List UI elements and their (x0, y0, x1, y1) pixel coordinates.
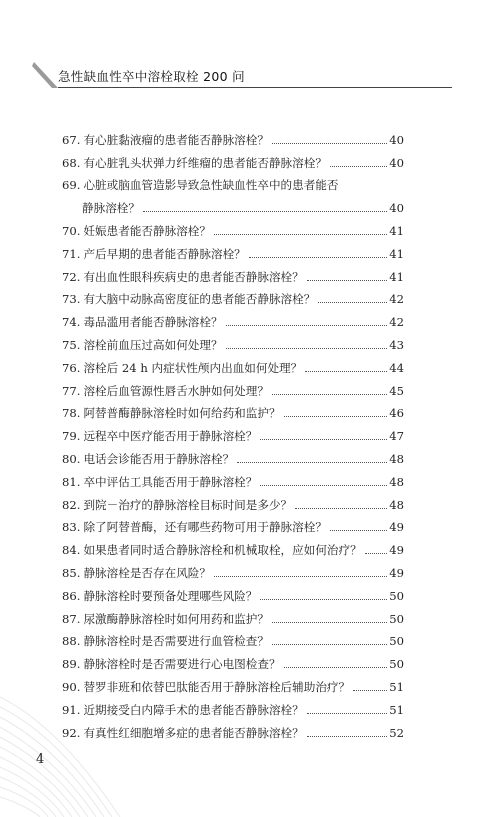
toc-entry-title: 有大脑中动脉高密度征的患者能否静脉溶栓？ (83, 292, 316, 307)
leader-dots (284, 416, 388, 417)
toc-entry-number: 77. (62, 383, 81, 398)
toc-entry-title: 到院－治疗的静脉溶栓目标时间是多少？ (83, 497, 293, 512)
toc-entry (62, 306, 404, 329)
toc-entry-number: 70. (62, 223, 81, 238)
toc-entry-number: 83. (62, 520, 81, 535)
toc-entry-number: 69. (62, 178, 81, 193)
toc-entry (62, 580, 404, 603)
toc-entry-page: 40 (389, 155, 404, 170)
toc-entry-title: 阿替普酶静脉溶栓时如何给药和监护？ (83, 406, 281, 421)
leader-dots (226, 348, 388, 349)
leader-dots (260, 599, 387, 600)
toc-entry-title: 有出血性眼科疾病史的患者能否静脉溶栓？ (83, 269, 304, 284)
toc-entry-page: 48 (389, 474, 404, 489)
toc-entry (62, 603, 404, 626)
toc-entry-page: 45 (389, 383, 404, 398)
toc-entry-title: 静脉溶栓时是否需要进行血管检查？ (83, 634, 269, 649)
toc-entry-page: 48 (389, 497, 404, 512)
toc-entry-number: 91. (62, 702, 81, 717)
toc-entry-number: 84. (62, 543, 81, 558)
toc-entry-number: 86. (62, 588, 81, 603)
toc-entry-page: 44 (389, 360, 404, 375)
toc-entry-page: 42 (389, 315, 404, 330)
toc-entry-page: 51 (389, 679, 404, 694)
toc-entry-page: 50 (389, 634, 404, 649)
toc-entry-page: 50 (389, 657, 404, 672)
toc-entry-page: 40 (389, 132, 404, 147)
toc-entry-number: 67. (62, 132, 81, 147)
leader-dots (143, 211, 387, 212)
toc-entry (62, 489, 404, 512)
toc-entry-title: 有真性红细胞增多症的患者能否静脉溶栓？ (83, 725, 304, 740)
toc-entry (62, 238, 404, 261)
toc-entry-page: 49 (389, 543, 404, 558)
toc-entry (62, 398, 404, 421)
toc-entry-number: 68. (62, 155, 81, 170)
toc-entry (62, 443, 404, 466)
toc-entry-page: 50 (389, 588, 404, 603)
toc-entry (62, 147, 404, 170)
toc-entry-number: 71. (62, 246, 81, 261)
toc-entry-title: 尿激酶静脉溶栓时如何用药和监护？ (83, 611, 269, 626)
toc-entry-title: 有心脏乳头状弹力纤维瘤的患者能否静脉溶栓？ (83, 155, 327, 170)
toc-entry-page: 42 (389, 292, 404, 307)
toc-entry-title: 溶栓后 24 h 内症状性颅内出血如何处理？ (83, 360, 303, 375)
toc-entry-number: 89. (62, 657, 81, 672)
toc-entry-title: 毒品滥用者能否静脉溶栓？ (83, 315, 223, 330)
toc-entry-title: 近期接受白内障手术的患者能否静脉溶栓？ (83, 702, 304, 717)
leader-dots (260, 485, 387, 486)
toc-entry-page: 46 (389, 406, 404, 421)
toc-entry (62, 352, 404, 375)
toc-entry (62, 215, 404, 238)
toc-entry (62, 261, 404, 284)
toc-entry-number: 73. (62, 292, 81, 307)
toc-entry (62, 192, 404, 215)
toc-entry-title: 心脏或脑血管造影导致急性缺血性卒中的患者能否 (83, 178, 339, 193)
toc-entry-title: 溶栓前血压过高如何处理？ (83, 337, 223, 352)
leader-dots (318, 302, 387, 303)
toc-entry-number: 79. (62, 429, 81, 444)
toc-entry (62, 420, 404, 443)
toc-entry-number: 90. (62, 679, 81, 694)
leader-dots (249, 257, 387, 258)
toc-entry-title: 妊娠患者能否静脉溶栓？ (83, 223, 211, 238)
toc-entry-number: 85. (62, 565, 81, 580)
toc-entry-title: 远程卒中医疗能否用于静脉溶栓？ (83, 429, 258, 444)
header-rule (58, 87, 452, 88)
toc-entry (62, 124, 404, 147)
running-header (32, 60, 452, 90)
leader-dots (237, 462, 387, 463)
leader-dots (305, 371, 387, 372)
corner-decoration (0, 637, 160, 817)
leader-dots (226, 325, 388, 326)
toc-entry-number: 72. (62, 269, 81, 284)
toc-entry (62, 375, 404, 398)
toc-entry-number: 88. (62, 634, 81, 649)
leader-dots (307, 713, 387, 714)
toc-entry-number: 75. (62, 337, 81, 352)
toc-entry-title: 静脉溶栓是否存在风险？ (83, 565, 211, 580)
toc-entry-title: 除了阿替普酶，还有哪些药物可用于静脉溶栓？ (83, 520, 327, 535)
toc-entry-number: 74. (62, 315, 81, 330)
leader-dots (214, 234, 387, 235)
toc-entry (62, 170, 404, 193)
page-number: 4 (36, 752, 45, 767)
toc-entry-title: 替罗非班和依替巴肽能否用于静脉溶栓后辅助治疗？ (83, 679, 351, 694)
toc-entry-page: 43 (389, 337, 404, 352)
toc-entry (62, 329, 404, 352)
toc-entry-page: 41 (389, 269, 404, 284)
leader-dots (272, 394, 387, 395)
toc-entry-page: 41 (389, 223, 404, 238)
toc-entry (62, 466, 404, 489)
toc-entry-title: 电话会诊能否用于静脉溶栓？ (83, 451, 235, 466)
toc-entry-number: 81. (62, 474, 81, 489)
leader-dots (272, 622, 387, 623)
toc-entry (62, 557, 404, 580)
toc-entry-number: 82. (62, 497, 81, 512)
toc-entry-number: 76. (62, 360, 81, 375)
toc-entry-number: 80. (62, 451, 81, 466)
toc-entry-number: 78. (62, 406, 81, 421)
leader-dots (330, 166, 387, 167)
toc-entry-page: 51 (389, 702, 404, 717)
leader-dots (365, 553, 388, 554)
toc-entry (62, 512, 404, 535)
toc-entry-title: 静脉溶栓时是否需要进行心电图检查？ (83, 657, 281, 672)
toc-entry-page: 49 (389, 520, 404, 535)
toc-entry-title: 溶栓后血管源性唇舌水肿如何处理？ (83, 383, 269, 398)
book-title: 急性缺血性卒中溶栓取栓 200 问 (58, 69, 245, 84)
toc-entry (62, 284, 404, 307)
toc-entry-number: 92. (62, 725, 81, 740)
leader-dots (284, 667, 388, 668)
leader-dots (214, 576, 387, 577)
leader-dots (307, 280, 387, 281)
toc-entry-page: 49 (389, 565, 404, 580)
leader-dots (272, 644, 387, 645)
toc-entry-page: 52 (389, 725, 404, 740)
toc-entry-title: 有心脏黏液瘤的患者能否静脉溶栓？ (83, 132, 269, 147)
toc-entry-page: 40 (389, 201, 404, 216)
toc-entry-page: 50 (389, 611, 404, 626)
toc-entry-title: 静脉溶栓？ (82, 201, 140, 216)
leader-dots (353, 690, 387, 691)
toc-entry-title: 如果患者同时适合静脉溶栓和机械取栓，应如何治疗？ (83, 543, 362, 558)
toc-entry-page: 41 (389, 246, 404, 261)
leader-dots (330, 530, 387, 531)
toc-entry-title: 静脉溶栓时要预备处理哪些风险？ (83, 588, 258, 603)
toc-entry-number: 87. (62, 611, 81, 626)
toc-entry-page: 48 (389, 451, 404, 466)
leader-dots (307, 736, 387, 737)
toc-entry (62, 534, 404, 557)
toc-entry-title: 卒中评估工具能否用于静脉溶栓？ (83, 474, 258, 489)
toc-entry-page: 47 (389, 429, 404, 444)
toc-entry-title: 产后早期的患者能否静脉溶栓？ (83, 246, 246, 261)
leader-dots (295, 508, 387, 509)
leader-dots (260, 439, 387, 440)
leader-dots (272, 143, 387, 144)
